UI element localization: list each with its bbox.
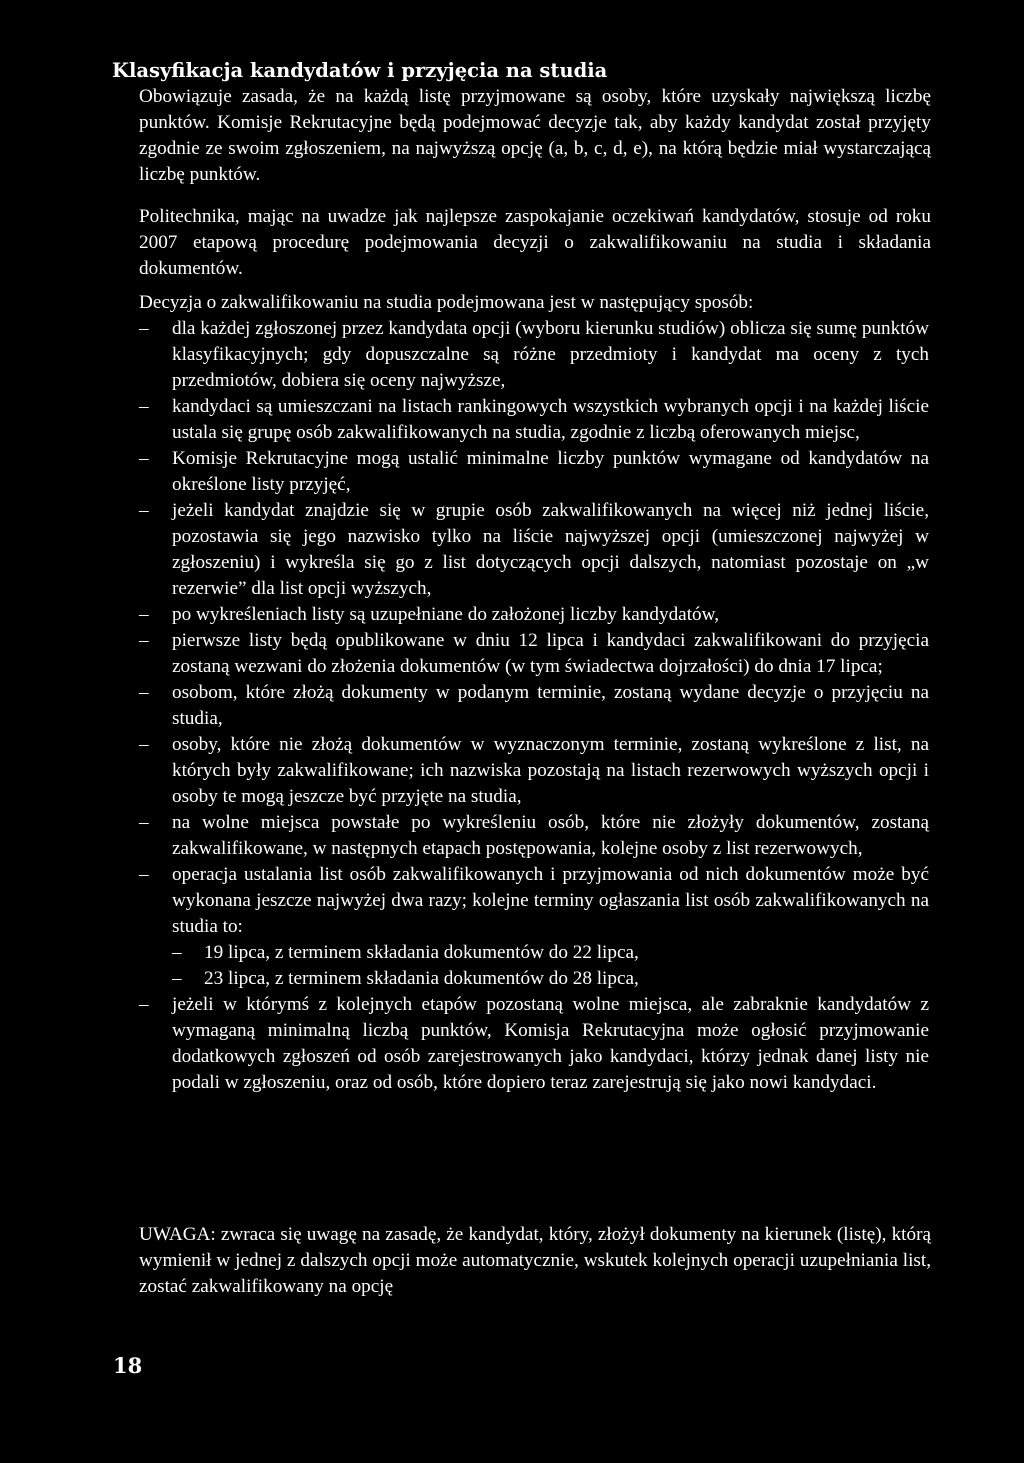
sublist-item: – 23 lipca, z terminem składania dokumentów do 28 lipca, (172, 966, 929, 992)
list-item: – pierwsze listy będą opublikowane w dniu 12 lipca i kandydaci zakwalifikowani do przyjęcia zostaną wezwani do złożenia dokumentów (w tym świadectwa dojrzałości) do dnia 17 lipca; (139, 628, 929, 680)
paragraph-intro: Obowiązuje zasada, że na każdą listę przyjmowane są osoby, które uzyskały największą liczbę punktów. Komisje Rekrutacyjne będą podejmować decyzje tak, aby każdy kandydat został przyjęty zgodnie ze swoim zgłoszeniem, na najwyższą opcję (a, b, c, d, e), na którą będzie miał wystarczającą liczbę punktów. (139, 86, 931, 185)
list-item: – na wolne miejsca powstałe po wykreśleniu osób, które nie złożyły dokumentów, zostaną zakwalifikowane, w następnych etapach postępowania, kolejne osoby z list rezerwowych, (139, 810, 929, 862)
list-item: – kandydaci są umieszczani na listach rankingowych wszystkich wybranych opcji i na każdej liście ustala się grupę osób zakwalifikowanych na studia, zgodnie z liczbą oferowanych miejsc, (139, 394, 929, 446)
paragraph-decyzja: Decyzja o zakwalifikowaniu na studia podejmowana jest w następujący sposób: (139, 292, 754, 313)
paragraph-politechnika: Politechnika, mając na uwadze jak najlepsze zaspokajanie oczekiwań kandydatów, stosuje od roku 2007 etapową procedurę podejmowania decyzji o zakwalifikowaniu na studia i składania dokumentów. (139, 206, 931, 279)
procedure-list (139, 316, 929, 1096)
list-item-with-sublist (139, 862, 929, 992)
list-item: – osoby, które nie złożą dokumentów w wyznaczonym terminie, zostaną wykreślone z list, na których były zakwalifikowane; ich nazwiska pozostają na listach rezerwowych wyższych opcji i osoby te mogą jeszcze być przyjęte na studia, (139, 732, 929, 810)
list-item: – po wykreśleniach listy są uzupełniane do założonej liczby kandydatów, (139, 602, 929, 628)
list-item-text: operacja ustalania list osób zakwalifikowanych i przyjmowania od nich dokumentów może być wykonana jeszcze najwyżej dwa razy; kolejne terminy ogłaszania list osób zakwalifikowanych na studia to: (172, 864, 929, 937)
list-item: – jeżeli kandydat znajdzie się w grupie osób zakwalifikowanych na więcej niż jednej liście, pozostawia się jego nazwisko tylko na liście najwyższej opcji (umieszczonej najwyżej w zgłoszeniu) i wykreśla się go z list dotyczących opcji dalszych, natomiast pozostaje on „w rezerwie” dla list opcji wyższych, (139, 498, 929, 602)
list-item: – dla każdej zgłoszonej przez kandydata opcji (wyboru kierunku studiów) oblicza się sumę punktów klasyfikacyjnych; gdy dopuszczalne są różne przedmioty i kandydat ma oceny z tych przedmiotów, dobiera się oceny najwyższe, (139, 316, 929, 394)
section-heading: Klasyfikacja kandydatów i przyjęcia na studia (112, 59, 608, 82)
date-sublist (172, 940, 929, 992)
paragraph-uwaga: UWAGA: zwraca się uwagę na zasadę, że kandydat, który, złożył dokumenty na kierunek (listę), którą wymienił w jednej z dalszych opcji może automatycznie, wskutek kolejnych operacji uzupełniania list, zostać zakwalifikowany na opcję (139, 1224, 931, 1297)
list-item: – osobom, które złożą dokumenty w podanym terminie, zostaną wydane decyzje o przyjęciu na studia, (139, 680, 929, 732)
list-item: – Komisje Rekrutacyjne mogą ustalić minimalne liczby punktów wymagane od kandydatów na określone listy przyjęć, (139, 446, 929, 498)
page-number: 18 (113, 1353, 143, 1378)
list-item: – jeżeli w którymś z kolejnych etapów pozostaną wolne miejsca, ale zabraknie kandydatów z wymaganą minimalną liczbą punktów, Komisja Rekrutacyjna może ogłosić przyjmowanie dodatkowych zgłoszeń od osób zarejestrowanych jako kandydaci, którzy jednak danej listy nie podali w zgłoszeniu, oraz od osób, które dopiero teraz zarejestrują się jako nowi kandydaci. (139, 992, 929, 1096)
sublist-item: – 19 lipca, z terminem składania dokumentów do 22 lipca, (172, 940, 929, 966)
